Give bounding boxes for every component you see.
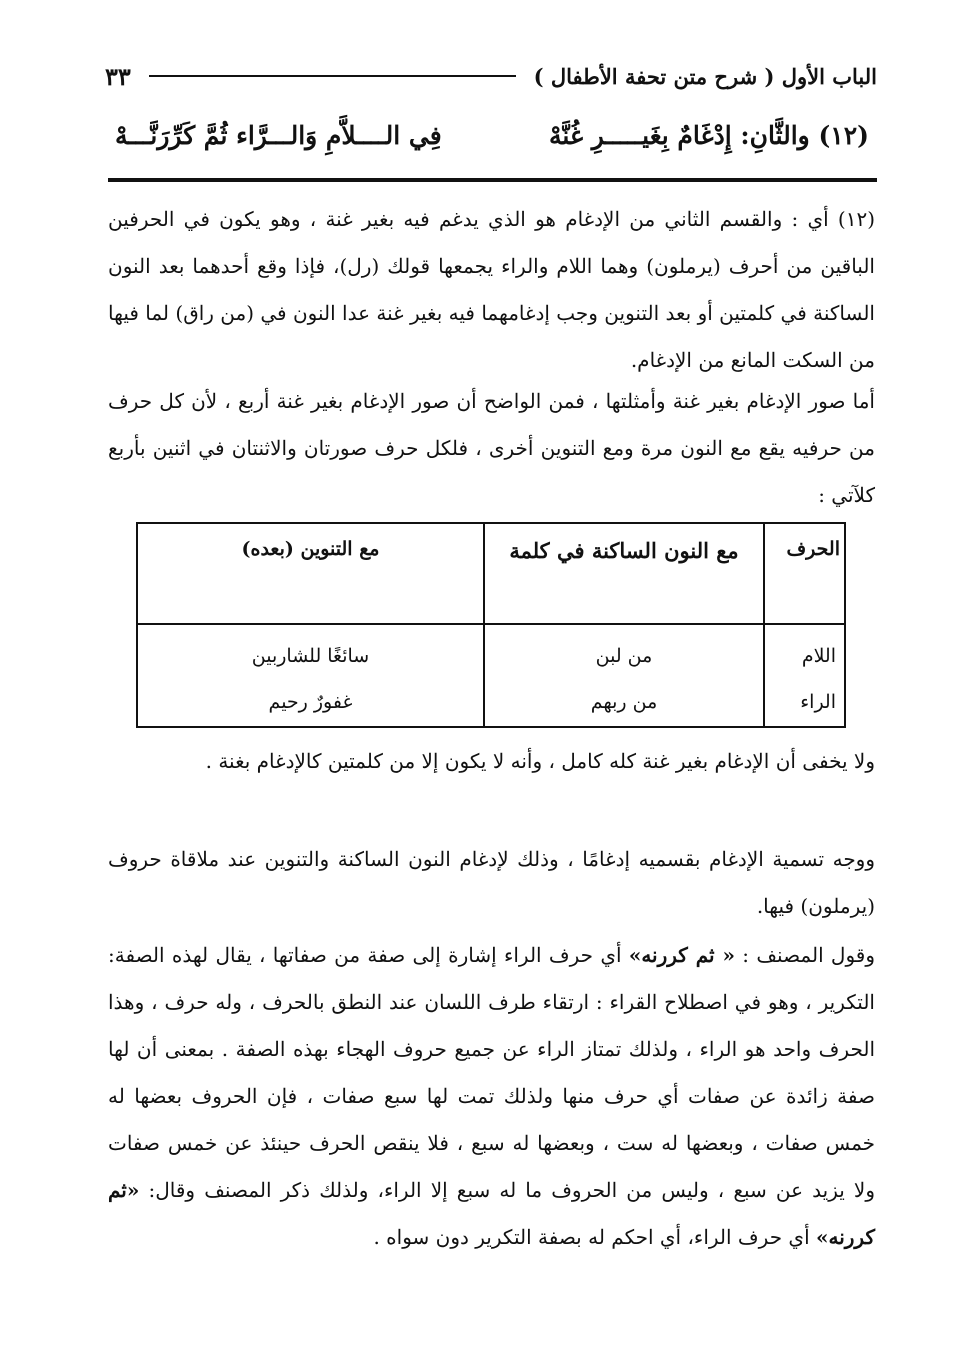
poem-verse <box>115 110 869 160</box>
examples-table <box>136 522 846 728</box>
table-header-row <box>137 523 845 624</box>
table-cell-letters <box>764 624 845 727</box>
text-segment: أي حرف الراء إشارة إلى صفة من صفاتها ، يقال لهذه الصفة: التكرير ، وهو في اصطلاح القراء : ارتقاء طرف اللسان عند النطق بالحرف ، وله حرف ، وهذا الحرف واحد هو الراء ، ولذلك تمتاز الراء عن جميع حروف الهجاء بهذه الصفة . بمعنى أن لها صفة زائدة عن صفات أي حرف منها ولذلك تمت لها سبع صفات ، فإن الحروف بعضها له خمس صفات ، وبعضها له ست ، وبعضها له سبع ، فلا ينقص الحرف حينئذ عن خمس صفات ولا يزيد عن سبع ، وليس من الحروف ما له سبع إلا الراء، ولذلك ذكر المصنف وقال: <box>108 943 875 1202</box>
table-cell-tanween-examples <box>137 624 484 727</box>
table-cell-noon-examples <box>484 624 764 727</box>
table-cell: من لبن <box>595 645 653 667</box>
table-cell: الراء <box>800 691 836 713</box>
table-header-cell: مع التنوين (بعده) <box>137 523 484 624</box>
paragraph-repetition <box>108 932 875 1261</box>
table-header-cell: الحرف <box>764 523 845 624</box>
table-header-cell: مع النون الساكنة في كلمة <box>484 523 764 624</box>
paragraph-naming: ووجه تسمية الإدغام بقسميه إدغامًا ، وذلك لإدغام النون الساكنة والتنوين عند ملاقاة حروف (يرملون) فيها. <box>108 847 875 918</box>
table-cell: سائغًا للشاربين <box>251 645 370 667</box>
quoted-verse-phrase: «ثم كررنه» <box>108 1178 875 1249</box>
table-row <box>137 624 845 727</box>
verse-second-half: فِي الــــلاَّمِ وَالـــرَّاء ثُمَّ كَرِّرَنَّـــهْ <box>115 120 442 150</box>
page-header <box>105 58 877 94</box>
header-divider <box>149 75 516 77</box>
header-title: الباب الأول ( شرح متن تحفة الأطفال ) <box>533 63 877 89</box>
table-cell: من ربهم <box>590 691 658 713</box>
text-segment: وقول المصنف : <box>735 943 876 967</box>
text-segment: أي حرف الراء، أي احكم له بصفة التكرير دون سواه . <box>373 1225 816 1249</box>
verse-first-half: (١٢) والثَّانِ: إِدْغَامٌ بِغَيـــــرِ غُنَّهْ <box>549 120 869 150</box>
table-cell: غفورٌ رحيم <box>268 691 353 713</box>
quoted-verse-phrase: « ثم كررنه» <box>628 943 736 967</box>
page-number: ٣٣ <box>105 61 131 91</box>
paragraph-explanation: (١٢) أي : والقسم الثاني من الإدغام هو الذي يدغم فيه بغير غنة ، وهو يكون في الحرفين الباقين من أحرف (يرملون) وهما اللام والراء يجمعها قولك (رل)، فإذا وقع أحدهما بعد النون الساكنة في كلمتين أو بعد التنوين وجب إدغامهما فيه بغير غنة عدا النون في (من راق) لما فيها من السكت المانع من الإدغام. <box>108 207 875 372</box>
verse-separator-rule <box>108 178 877 182</box>
table-cell: اللام <box>801 645 836 667</box>
paragraph-complete-idgham: ولا يخفى أن الإدغام بغير غنة كله كامل ، وأنه لا يكون إلا من كلمتين كالإدغام بغنة . <box>205 749 875 773</box>
paragraph-forms: أما صور الإدغام بغير غنة وأمثلتها ، فمن الواضح أن صور الإدغام بغير غنة أربع ، لأن كل حرف من حرفيه يقع مع النون مرة ومع التنوين أخرى ، فلكل حرف صورتان والاثنتان في اثنين بأربع كلآتي : <box>108 389 875 507</box>
